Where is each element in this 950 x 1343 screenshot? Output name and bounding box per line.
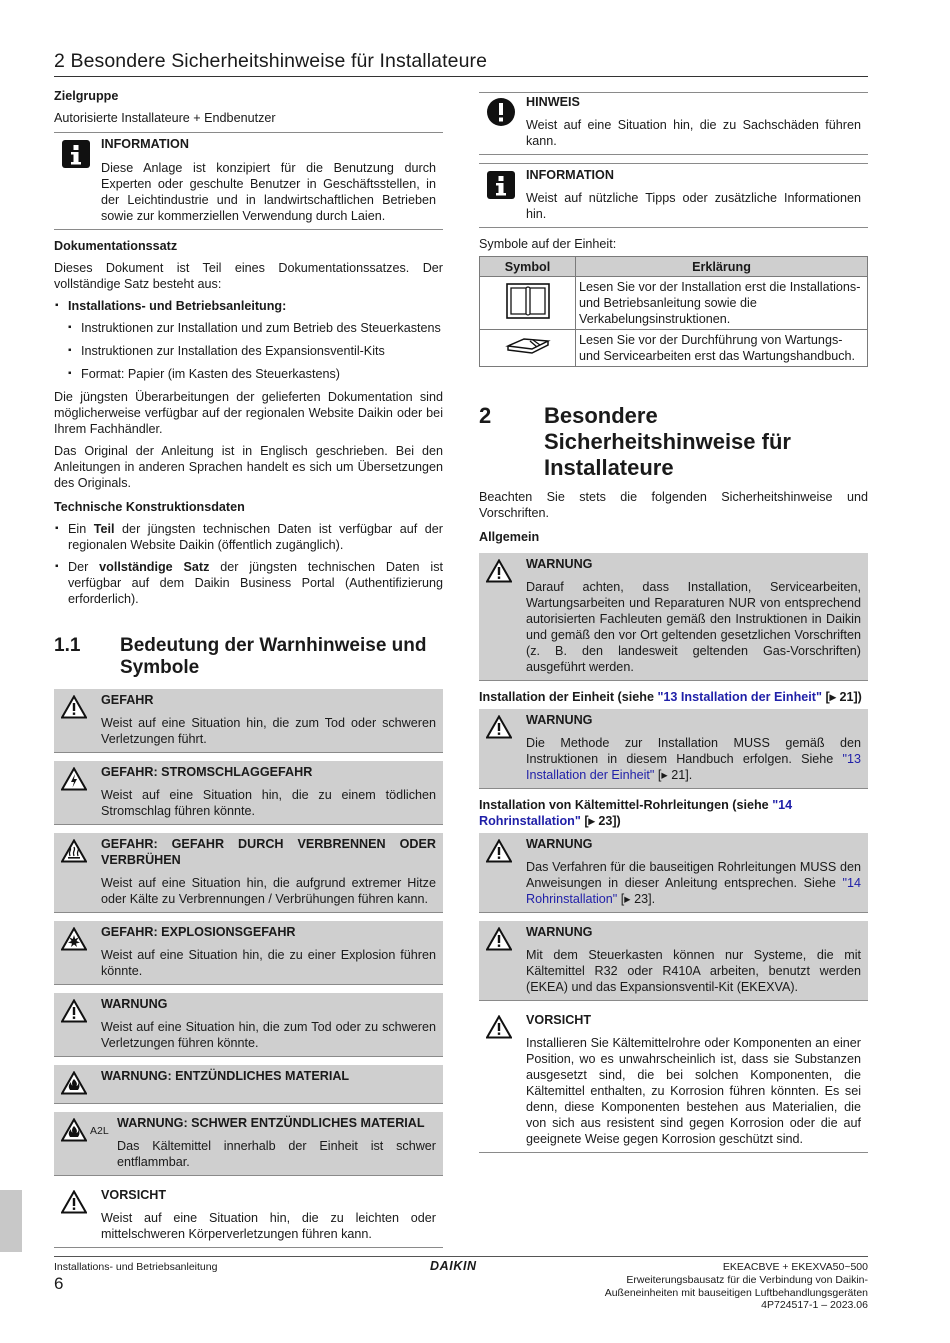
list-item: ▪ Der vollständige Satz der jüngsten technischen Daten ist verfügbar auf dem Daikin Business Portal (Authentifizierung erforderlich). <box>54 559 443 607</box>
warning-notice <box>479 833 868 913</box>
zielgruppe-text: Autorisierte Installateure + Endbenutzer <box>54 111 276 125</box>
notice-title: GEFAHR: EXPLOSIONSGEFAHR <box>101 925 296 939</box>
installation-link[interactable]: "13 Installation der Einheit" <box>526 752 861 782</box>
notice-title: WARNUNG <box>526 925 593 939</box>
notice-exclamation-icon <box>486 114 516 131</box>
service-manual-icon <box>504 348 552 362</box>
caution-triangle-icon <box>486 1026 512 1043</box>
notice-title: VORSICHT <box>526 1013 592 1027</box>
notice-text: Darauf achten, dass Installation, Servicearbeiten, Wartungsarbeiten und Reparaturen NUR von entsprechend autorisierten Fachleuten gemäß den Instruktionen in Daikin und gemäß den vor Ort geltenden gesetzlichen Vorschriften (z. B. den landesweit geltenden Gas-Vorschriften) ausgeführt werden. <box>526 580 861 674</box>
dokumentationssatz-label: Dokumentationssatz <box>54 239 178 253</box>
side-tab <box>0 1190 22 1252</box>
table-row <box>480 277 868 330</box>
hot-surface-icon <box>61 850 87 867</box>
list-item: ▪ Installations- und Betriebsanleitung: <box>54 298 443 314</box>
warning-notice <box>479 709 868 789</box>
info-icon <box>61 156 91 173</box>
notice-text: Mit dem Steuerkasten können nur Systeme, die mit Kältemittel R32 oder R410A arbeiten, benutzt werden (EKEA) und das Expansionsventil-Kit (EKEXVA). <box>526 948 861 994</box>
table-header: Erklärung <box>576 257 868 277</box>
notice-text: Weist auf eine Situation hin, die zu einem tödlichen Stromschlag führen könnte. <box>101 788 436 818</box>
pipe-label: Installation von Kältemittel-Rohrleitungen (siehe "14 Rohrinstallation" [▸ 23]) <box>479 798 793 828</box>
notice-text: Weist auf eine Situation hin, die zu Sachschäden führen kann. <box>526 118 861 148</box>
footer-product-info: EKEACBVE + EKEXVA50~500 Erweiterungsbausatz für die Verbindung von Daikin- Außeneinheiten mit bauseitigen Luftbehandlungsgeräten 4P724517-1 – 2023.06 <box>604 1261 868 1312</box>
footer-divider <box>54 1256 868 1257</box>
notice-text: Installieren Sie Kältemittelrohre oder Komponenten an einer Position, wo es unwahrscheinlich ist, dass sie Substanzen ausgesetzt sind, die bei solchen Komponenten, die Kältemittel enthalten, zu Korrosion führen könnten. Es sei denn, diese Komponenten bestehen aus Materialien, die von sich aus resistent sind gegen Korrosion oder die auf geeignete Weise gegen Korrosion geschützt sind. <box>526 1036 861 1146</box>
notice-title: GEFAHR: STROMSCHLAGGEFAHR <box>101 765 313 779</box>
table-cell: Lesen Sie vor der Durchführung von Wartungs- und Servicearbeiten erst das Wartungshandbuch. <box>576 330 868 367</box>
warning-triangle-icon <box>486 726 512 743</box>
page-title: 2 Besondere Sicherheitshinweise für Installateure <box>54 50 488 72</box>
warning-notice <box>479 553 868 681</box>
notice-text: Das Kältemittel innerhalb der Einheit ist schwer entflammbar. <box>117 1139 436 1169</box>
allgemein-label: Allgemein <box>479 530 540 544</box>
manual-book-icon <box>504 309 552 323</box>
low-flammability-icon <box>61 1118 87 1147</box>
warning-notice <box>54 1112 443 1176</box>
list-item: ▪ Instruktionen zur Installation und zum Betrieb des Steuerkastens <box>54 320 443 336</box>
section-heading-1-1: 1.1 Bedeutung der Warnhinweise und Symbole <box>54 635 427 678</box>
left-column <box>54 88 443 1256</box>
flammable-icon <box>61 1082 87 1099</box>
notice-title: WARNUNG: SCHWER ENTZÜNDLICHES MATERIAL <box>117 1116 425 1130</box>
table-row <box>480 330 868 367</box>
right-column <box>479 92 868 1161</box>
explosion-icon <box>61 938 87 955</box>
warning-triangle-icon <box>61 1010 87 1027</box>
notice-text: Die Methode zur Installation MUSS gemäß den Instruktionen in diesem Handbuch erfolgen. Siehe "13 Installation der Einheit" [▸ 21]. <box>526 736 861 782</box>
notice-title: WARNUNG: ENTZÜNDLICHES MATERIAL <box>101 1069 350 1083</box>
section-heading-2: 2 Besondere Sicherheitshinweise für Installateure <box>479 403 791 480</box>
notice-title: HINWEIS <box>526 95 580 109</box>
notice-text: Weist auf eine Situation hin, die zu leichten oder mittelschweren Körperverletzungen führen kann. <box>101 1211 436 1241</box>
zielgruppe-label: Zielgruppe <box>54 89 119 103</box>
information-notice <box>479 163 868 228</box>
notice-title: INFORMATION <box>101 137 189 151</box>
information-notice <box>54 132 443 230</box>
warning-notice <box>54 921 443 985</box>
installation-link[interactable]: "13 Installation der Einheit" <box>657 690 822 704</box>
notice-title: GEFAHR: GEFAHR DURCH VERBRENNEN ODER VERBRÜHEN <box>101 837 436 867</box>
info-icon <box>486 187 516 204</box>
warning-notice <box>54 993 443 1057</box>
tech-label: Technische Konstruktionsdaten <box>54 500 245 514</box>
warning-notice <box>54 1065 443 1104</box>
notice-text: Diese Anlage ist konzipiert für die Benutzung durch Experten oder geschulte Benutzer in Geschäftsstellen, in der Leichtindustrie und in landwirtschaftlichen Betrieben sowie zur kommerziellen Verwendung durch Laien. <box>101 161 436 223</box>
warning-notice <box>54 689 443 753</box>
paragraph: Die jüngsten Überarbeitungen der gelieferten Dokumentation sind möglicherweise verfügbar auf der regionalen Website Daikin oder bei Ihrem Fachhändler. <box>54 390 443 436</box>
notice-title: GEFAHR <box>101 693 154 707</box>
notice-title: WARNUNG <box>526 837 593 851</box>
table-cell: Lesen Sie vor der Installation erst die Installations- und Betriebsanleitung sowie die Verkabelungsinstruktionen. <box>576 277 868 330</box>
page-number: 6 <box>54 1274 64 1293</box>
symbol-table <box>479 256 868 367</box>
symbols-intro: Symbole auf der Einheit: <box>479 237 617 251</box>
warning-notice <box>54 833 443 913</box>
pipe-link[interactable]: "14 Rohrinstallation" <box>526 876 861 906</box>
danger-triangle-icon <box>61 706 87 723</box>
notice-text: Weist auf eine Situation hin, die zum Tod oder schweren Verletzungen führt. <box>101 716 436 746</box>
page-header <box>54 48 868 77</box>
warning-notice <box>54 761 443 825</box>
caution-triangle-icon <box>61 1201 87 1218</box>
footer-doc-name: Installations- und Betriebsanleitung <box>54 1261 218 1273</box>
dokumentationssatz-text: Dieses Dokument ist Teil eines Dokumentationssatzes. Der vollständige Satz besteht aus: <box>54 261 443 291</box>
warning-triangle-icon <box>486 570 512 587</box>
section-intro: Beachten Sie stets die folgenden Sicherheitshinweise und Vorschriften. <box>479 490 868 520</box>
notice-text: Weist auf eine Situation hin, die zum Tod oder zu schweren Verletzungen führen könnte. <box>101 1020 436 1050</box>
notice-text: Weist auf nützliche Tipps oder zusätzliche Informationen hin. <box>526 191 861 221</box>
list-item: ▪ Format: Papier (im Kasten des Steuerkastens) <box>54 366 443 382</box>
paragraph: Das Original der Anleitung ist in Englisch geschrieben. Bei den Anleitungen in anderen Sprachen handelt es sich um Übersetzungen des Originals. <box>54 444 443 490</box>
warning-triangle-icon <box>486 938 512 955</box>
daikin-logo: DAIKIN <box>430 1259 477 1273</box>
caution-notice <box>54 1184 443 1248</box>
table-header: Symbol <box>480 257 576 277</box>
hinweis-notice <box>479 92 868 155</box>
caution-notice <box>479 1009 868 1153</box>
notice-text: Weist auf eine Situation hin, die zu einer Explosion führen könnte. <box>101 948 436 978</box>
warning-triangle-icon <box>486 850 512 867</box>
notice-title: VORSICHT <box>101 1188 167 1202</box>
list-item: ▪ Instruktionen zur Installation des Expansionsventil-Kits <box>54 343 443 359</box>
notice-title: INFORMATION <box>526 168 614 182</box>
a2l-badge: A2L <box>90 1125 109 1137</box>
warning-notice <box>479 921 868 1001</box>
notice-title: WARNUNG <box>101 997 168 1011</box>
pipe-link[interactable]: "14 Rohrinstallation" <box>479 798 793 828</box>
electric-shock-icon <box>61 778 87 795</box>
notice-text: Weist auf eine Situation hin, die aufgrund extremer Hitze oder Kälte zu Verbrennungen / Verbrühungen führen kann. <box>101 876 436 906</box>
notice-title: WARNUNG <box>526 713 593 727</box>
notice-title: WARNUNG <box>526 557 593 571</box>
notice-text: Das Verfahren für die bauseitigen Rohrleitungen MUSS den Anweisungen in dieser Anleitung entsprechen. Siehe "14 Rohrinstallation" [▸ 23]. <box>526 860 861 906</box>
installation-label: Installation der Einheit (siehe "13 Installation der Einheit" [▸ 21]) <box>479 690 862 704</box>
list-item: ▪ Ein Teil der jüngsten technischen Daten ist verfügbar auf der regionalen Website Daikin (öffentlich zugänglich). <box>54 521 443 553</box>
